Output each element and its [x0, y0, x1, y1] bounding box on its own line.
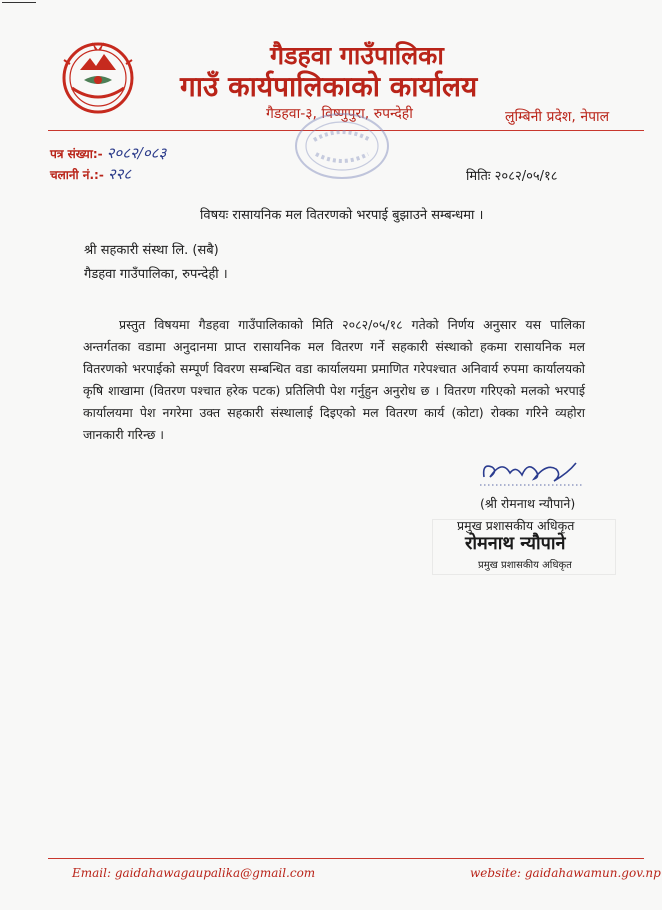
nepal-emblem-icon: [58, 36, 138, 116]
dispatch-number-label: चलानी नं.:-: [50, 168, 104, 182]
letter-number: [50, 143, 166, 163]
letter-number-value: २०८२/०८३: [106, 144, 167, 162]
addressee-line-2: गैडहवा गाउँपालिका, रुपन्देही ।: [84, 267, 228, 282]
corner-mark: [2, 2, 36, 3]
subject-line: विषयः रासायनिक मल वितरणको भरपाई बुझाउने सम्बन्धमा ।: [200, 208, 484, 223]
municipality-name: गैडहवा गाउँपालिका: [270, 41, 444, 70]
letter-body: [83, 314, 585, 446]
signatory-title: प्रमुख प्रशासकीय अधिकृत: [457, 518, 575, 533]
footer-email: Email: gaidahawagaupalika@gmail.com: [72, 866, 316, 880]
office-address: गैडहवा-३, विष्णुपुरा, रुपन्देही: [266, 106, 413, 122]
seal-title: प्रमुख प्रशासकीय अधिकृत: [478, 560, 572, 571]
signatory-name: (श्री रोमनाथ न्यौपाने): [480, 496, 576, 511]
footer-divider: [48, 858, 644, 859]
office-stamp-icon: [292, 110, 392, 182]
seal-name: रोमनाथ न्यौपाने: [465, 533, 566, 554]
addressee-line-1: श्री सहकारी संस्था लि. (सबै): [84, 243, 219, 258]
signature-icon: [476, 455, 588, 489]
office-name: गाउँ कार्यपालिकाको कार्यालय: [180, 70, 478, 103]
letter-date: मितिः २०८२/०५/१८: [466, 169, 558, 184]
dispatch-number: [50, 164, 131, 184]
province-label: लुम्बिनी प्रदेश, नेपाल: [505, 109, 610, 125]
body-paragraph: प्रस्तुत विषयमा गैडहवा गाउँपालिकाको मिति २०८२/०५/१८ गतेको निर्णय अनुसार यस पालिका अन्तर्गतका वडामा अनुदानमा प्राप्त रासायनिक मल वितरण गर्ने सहकारी संस्थाको हकमा रासायनिक मल वितरणको भरपाईको सम्पूर्ण विवरण सम्बन्धित वडा कार्यालयमा प्रमाणित गरेपश्चात अनिवार्य रुपमा कार्यालयको कृषि शाखामा (वितरण पश्चात हरेक पटक) प्रतिलिपी पेश गर्नुहुन अनुरोध छ । वितरण गरिएको मलको भरपाई कार्यालयमा पेश नगरेमा उक्त सहकारी संस्थालाई दिइएको मल वितरण कार्य (कोटा) रोक्का गरिने व्यहोरा जानकारी गरिन्छ ।: [83, 317, 585, 442]
footer-website: website: gaidahawamun.gov.np: [470, 866, 661, 880]
letter-number-label: पत्र संख्या:-: [50, 147, 103, 161]
dispatch-number-value: २२८: [107, 165, 132, 183]
